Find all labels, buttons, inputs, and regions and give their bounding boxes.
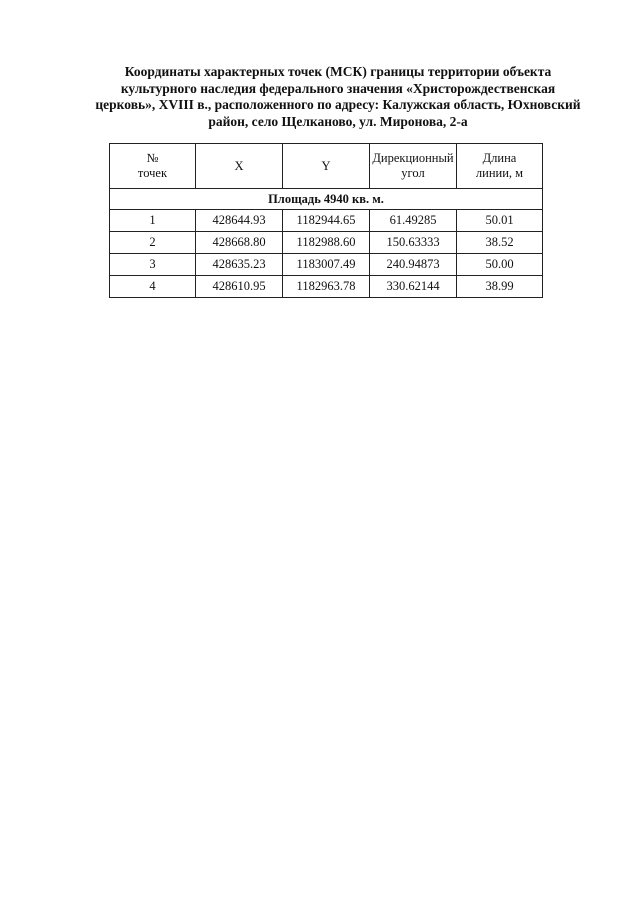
header-text: угол [401, 166, 425, 180]
cell-point: 4 [110, 276, 196, 298]
cell-y: 1182963.78 [283, 276, 370, 298]
document-title [82, 64, 594, 130]
area-row [110, 189, 543, 210]
table-row [110, 276, 543, 298]
cell-x: 428635.23 [196, 254, 283, 276]
cell-angle: 150.63333 [370, 232, 457, 254]
cell-length: 50.01 [457, 210, 543, 232]
header-text: X [234, 158, 244, 173]
cell-y: 1183007.49 [283, 254, 370, 276]
cell-angle: 330.62144 [370, 276, 457, 298]
cell-x: 428668.80 [196, 232, 283, 254]
title-line: район, село Щелканово, ул. Миронова, 2-а [208, 113, 468, 129]
table-row [110, 232, 543, 254]
header-text: точек [137, 166, 168, 180]
cell-y: 1182988.60 [283, 232, 370, 254]
area-label: Площадь 4940 кв. м. [110, 189, 543, 210]
title-line: церковь», XVIII в., расположенного по адресу: Калужская область, Юхновский [95, 97, 581, 112]
table-header-row [110, 144, 543, 189]
cell-angle: 61.49285 [370, 210, 457, 232]
cell-length: 50.00 [457, 254, 543, 276]
table-row [110, 210, 543, 232]
cell-y: 1182944.65 [283, 210, 370, 232]
header-point-number [110, 144, 196, 189]
header-text: № [146, 151, 159, 165]
cell-length: 38.52 [457, 232, 543, 254]
header-text: линии, м [475, 166, 524, 180]
header-text: Y [321, 158, 331, 173]
table-row [110, 254, 543, 276]
cell-length: 38.99 [457, 276, 543, 298]
cell-point: 2 [110, 232, 196, 254]
cell-angle: 240.94873 [370, 254, 457, 276]
header-text: Длина [482, 151, 517, 165]
header-text: Дирекционный [372, 151, 454, 165]
cell-point: 3 [110, 254, 196, 276]
cell-point: 1 [110, 210, 196, 232]
cell-x: 428610.95 [196, 276, 283, 298]
header-direction-angle [370, 144, 457, 189]
title-line: Координаты характерных точек (МСК) границы территории объекта [124, 64, 552, 79]
header-x [196, 144, 283, 189]
cell-x: 428644.93 [196, 210, 283, 232]
title-line: культурного наследия федерального значения «Христорождественская [120, 80, 556, 96]
header-line-length [457, 144, 543, 189]
coordinates-table [109, 143, 543, 298]
header-y [283, 144, 370, 189]
